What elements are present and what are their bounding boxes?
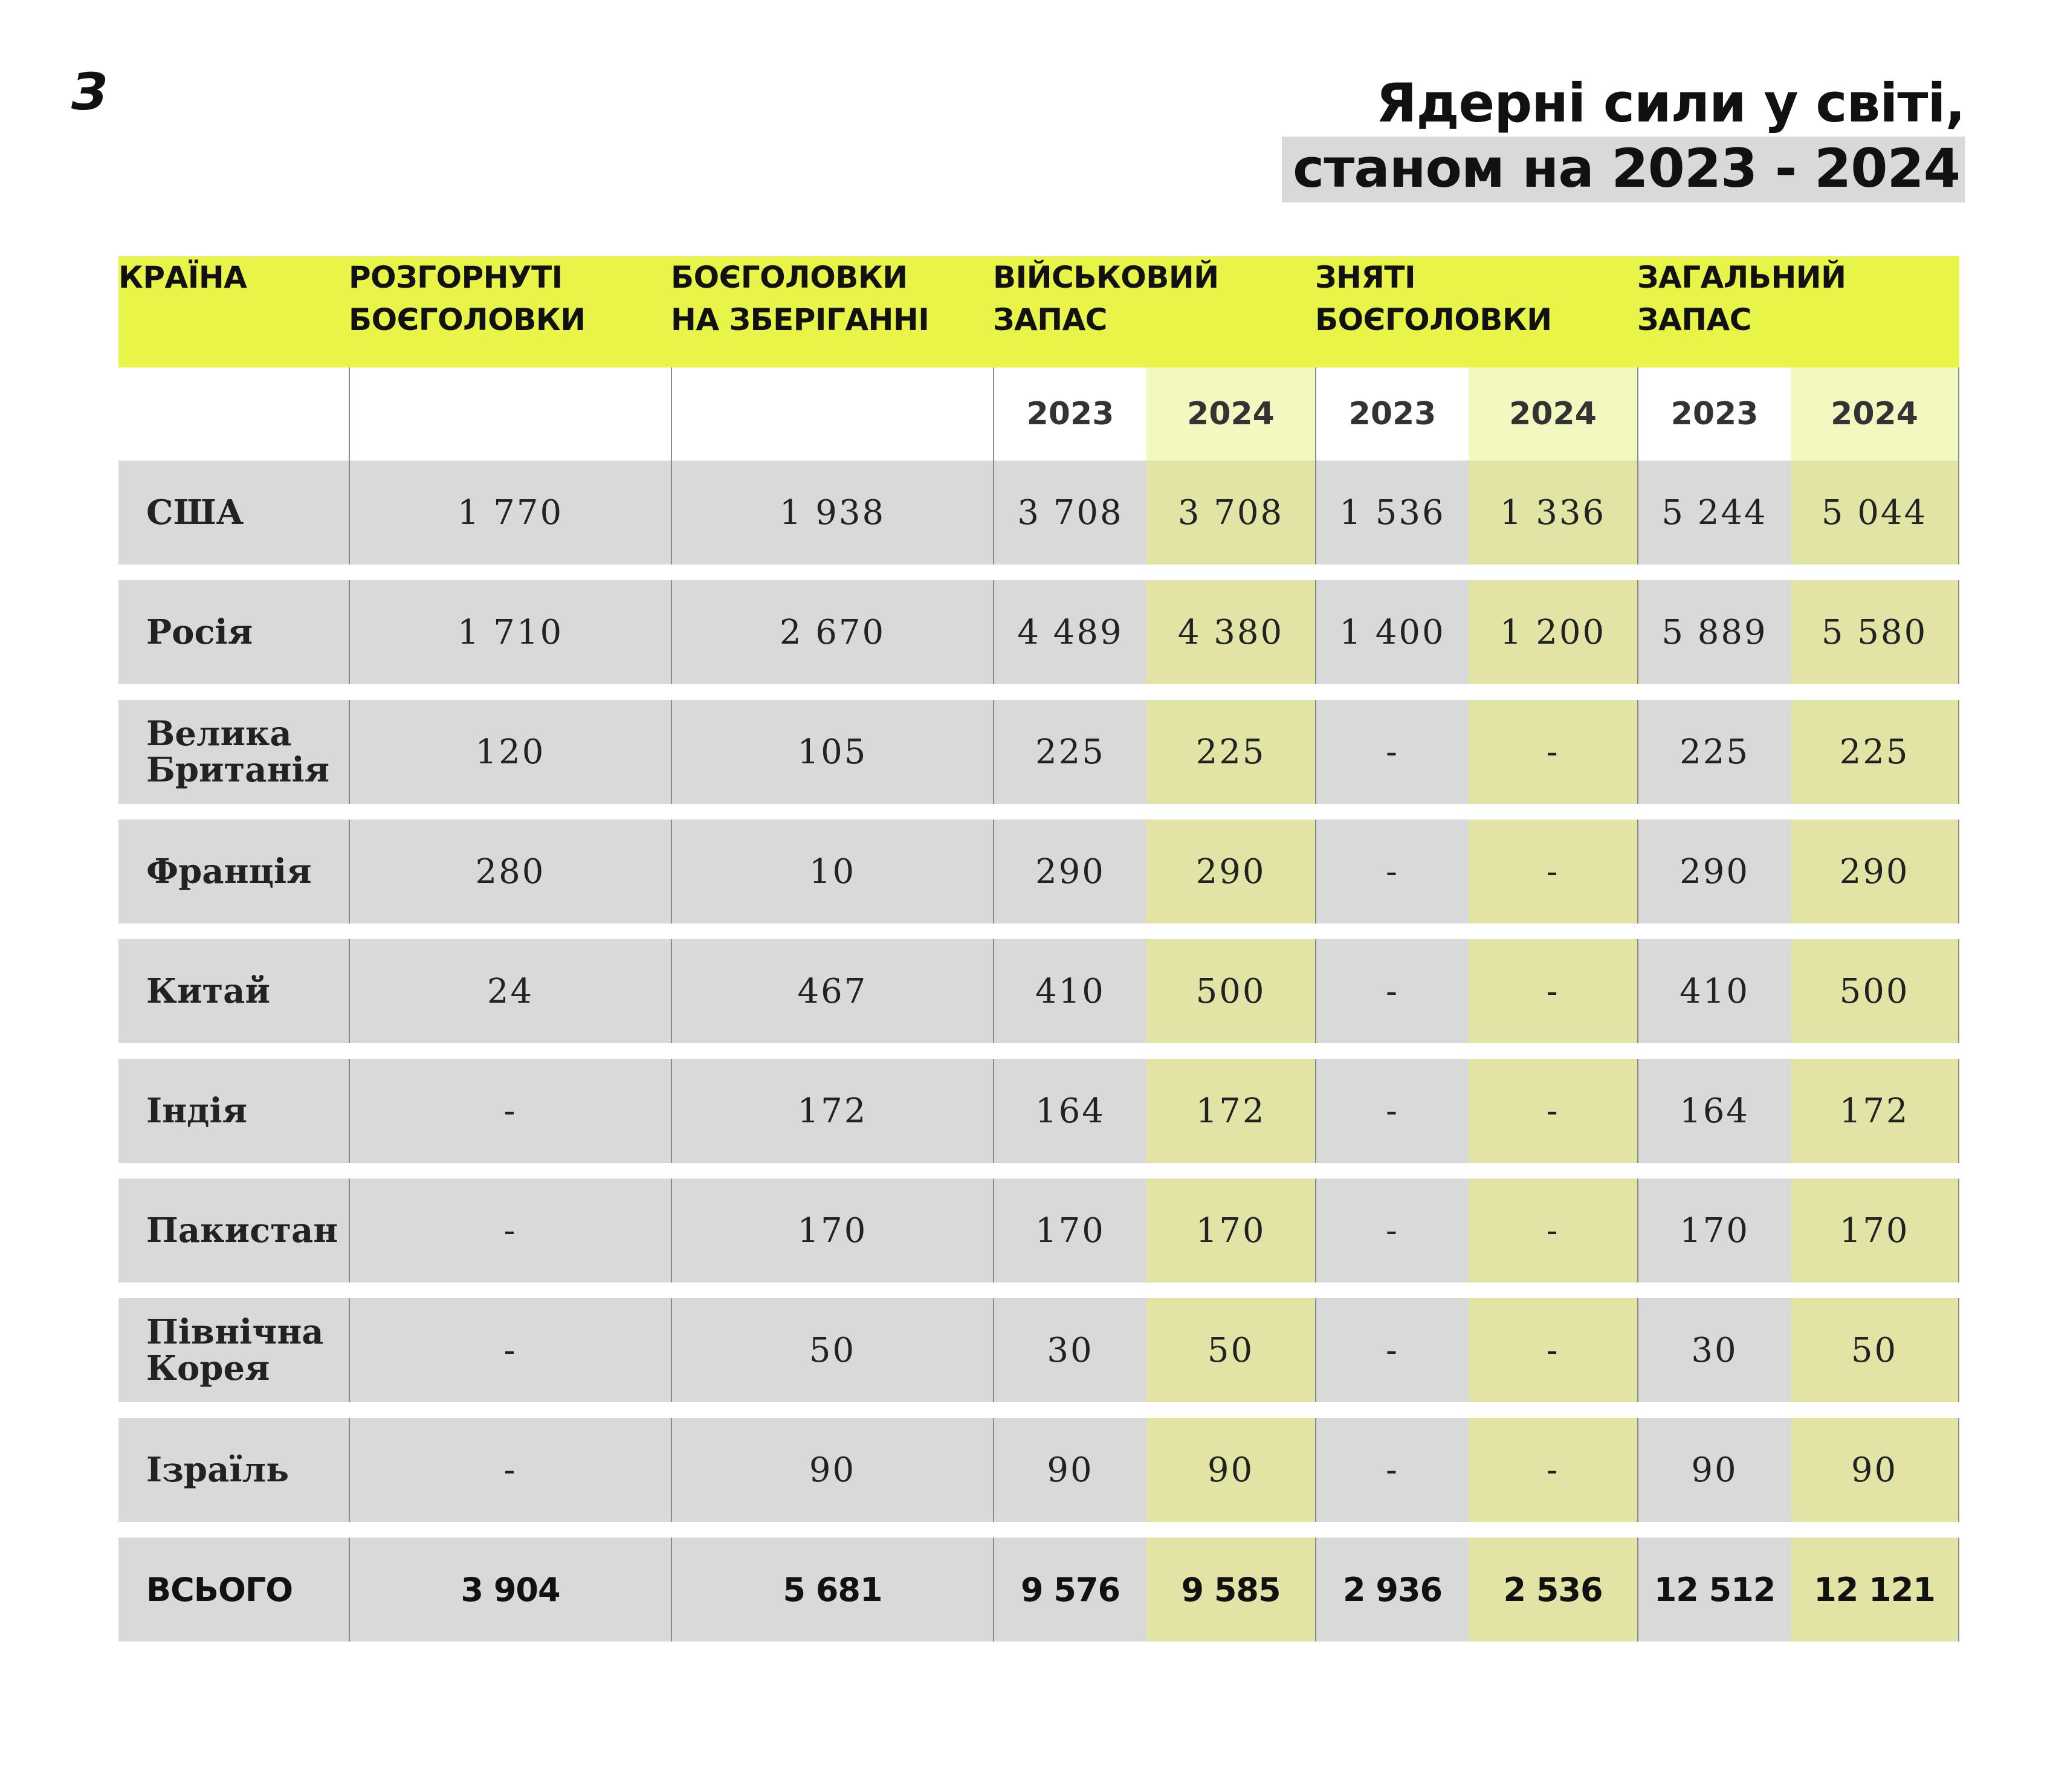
row-gap	[118, 1283, 1959, 1298]
military-2023-cell: 290	[993, 820, 1146, 923]
country-cell	[118, 1059, 349, 1163]
retired-2023-cell: -	[1315, 939, 1469, 1043]
header-military	[993, 256, 1315, 367]
logo: З	[71, 62, 108, 121]
header-stored-line-1: БОЄГОЛОВКИ	[671, 260, 908, 295]
country-name: Індія	[146, 1091, 248, 1131]
total-2024-cell: 90	[1791, 1418, 1959, 1522]
military-2024-cell: 225	[1146, 700, 1315, 804]
retired-2024-cell: 1 200	[1469, 580, 1637, 684]
row-gap-cell	[118, 804, 1959, 820]
retired-2023-cell: -	[1315, 1059, 1469, 1163]
title-line-2: станом на 2023 - 2024	[1282, 137, 1965, 203]
military-2023-cell: 225	[993, 700, 1146, 804]
row-gap	[118, 1163, 1959, 1179]
military-2024-cell: 4 380	[1146, 580, 1315, 684]
total-2023-cell: 225	[1637, 700, 1791, 804]
nuclear-forces-table	[118, 256, 1959, 1642]
country-name: Корея	[146, 1348, 270, 1388]
deployed-cell: 120	[349, 700, 671, 804]
total-2024-cell: 170	[1791, 1179, 1959, 1283]
header-total-line-2: ЗАПАС	[1637, 302, 1751, 337]
retired-2024-cell: -	[1469, 939, 1637, 1043]
row-gap-cell	[118, 1402, 1959, 1418]
total-2023-cell: 30	[1637, 1298, 1791, 1402]
row-gap	[118, 1402, 1959, 1418]
total-row	[118, 1538, 1959, 1642]
country-cell	[118, 1418, 349, 1522]
stored-cell: 170	[671, 1179, 993, 1283]
header-total-line-1: ЗАГАЛЬНИЙ	[1637, 260, 1846, 295]
total-2024-cell: 5 044	[1791, 461, 1959, 564]
country-cell	[118, 820, 349, 923]
country-name: Китай	[146, 971, 270, 1011]
total-2024-cell: 172	[1791, 1059, 1959, 1163]
deployed-cell: -	[349, 1179, 671, 1283]
header-military-line-2: ЗАПАС	[993, 302, 1107, 337]
deployed-cell: 3 904	[349, 1538, 671, 1642]
table-row	[118, 1298, 1959, 1402]
stored-cell: 10	[671, 820, 993, 923]
row-gap	[118, 1043, 1959, 1059]
retired-2023-cell: 1 536	[1315, 461, 1469, 564]
military-2023-cell: 3 708	[993, 461, 1146, 564]
year-blank-country	[118, 367, 349, 461]
row-gap-cell	[118, 564, 1959, 580]
military-2024-cell: 9 585	[1146, 1538, 1315, 1642]
table-row	[118, 1418, 1959, 1522]
total-2023-cell: 170	[1637, 1179, 1791, 1283]
deployed-cell: 280	[349, 820, 671, 923]
year-blank-deployed	[349, 367, 671, 461]
total-2024-cell: 225	[1791, 700, 1959, 804]
table-row	[118, 820, 1959, 923]
retired-2023-cell: -	[1315, 820, 1469, 923]
military-2023-cell: 90	[993, 1418, 1146, 1522]
retired-2024-cell: -	[1469, 1418, 1637, 1522]
retired-2023-cell: -	[1315, 1298, 1469, 1402]
military-2023-cell: 170	[993, 1179, 1146, 1283]
total-2023-cell: 12 512	[1637, 1538, 1791, 1642]
row-gap	[118, 804, 1959, 820]
deployed-cell: -	[349, 1059, 671, 1163]
total-2024-cell: 500	[1791, 939, 1959, 1043]
retired-2024-cell: 2 536	[1469, 1538, 1637, 1642]
military-2023-cell: 30	[993, 1298, 1146, 1402]
total-2024-cell: 5 580	[1791, 580, 1959, 684]
row-gap-cell	[118, 1283, 1959, 1298]
total-2023-cell: 5 889	[1637, 580, 1791, 684]
table-row	[118, 1179, 1959, 1283]
total-2024-cell: 50	[1791, 1298, 1959, 1402]
year-retired-2024: 2024	[1469, 367, 1637, 461]
table-row	[118, 700, 1959, 804]
retired-2024-cell: -	[1469, 1179, 1637, 1283]
stored-cell: 5 681	[671, 1538, 993, 1642]
stored-cell: 2 670	[671, 580, 993, 684]
row-gap-cell	[118, 1163, 1959, 1179]
year-total-2023: 2023	[1637, 367, 1791, 461]
header-deployed-line-1: РОЗГОРНУТІ	[349, 260, 563, 295]
table-row	[118, 461, 1959, 564]
stored-cell: 172	[671, 1059, 993, 1163]
retired-2024-cell: -	[1469, 1059, 1637, 1163]
row-gap-cell	[118, 1043, 1959, 1059]
year-retired-2023: 2023	[1315, 367, 1469, 461]
stored-cell: 105	[671, 700, 993, 804]
stored-cell: 467	[671, 939, 993, 1043]
country-name: США	[146, 493, 244, 532]
row-gap-cell	[118, 684, 1959, 700]
deployed-cell: -	[349, 1418, 671, 1522]
total-2023-cell: 5 244	[1637, 461, 1791, 564]
military-2024-cell: 500	[1146, 939, 1315, 1043]
header-military-line-1: ВІЙСЬКОВИЙ	[993, 260, 1219, 295]
military-2024-cell: 90	[1146, 1418, 1315, 1522]
country-name: Ізраїль	[146, 1450, 289, 1490]
country-name: Північна	[146, 1312, 324, 1352]
retired-2024-cell: -	[1469, 700, 1637, 804]
retired-2024-cell: -	[1469, 820, 1637, 923]
row-gap-cell	[118, 923, 1959, 939]
retired-2023-cell: 2 936	[1315, 1538, 1469, 1642]
total-2024-cell: 290	[1791, 820, 1959, 923]
header-total	[1637, 256, 1959, 367]
title-line-1: Ядерні сили у світі,	[1376, 72, 1965, 134]
retired-2024-cell: -	[1469, 1298, 1637, 1402]
year-military-2024: 2024	[1146, 367, 1315, 461]
deployed-cell: 1 770	[349, 461, 671, 564]
country-name: Росія	[146, 612, 253, 652]
military-2024-cell: 172	[1146, 1059, 1315, 1163]
row-gap	[118, 564, 1959, 580]
country-cell	[118, 700, 349, 804]
total-2023-cell: 290	[1637, 820, 1791, 923]
military-2024-cell: 170	[1146, 1179, 1315, 1283]
header-retired	[1315, 256, 1637, 367]
total-2023-cell: 164	[1637, 1059, 1791, 1163]
stored-cell: 1 938	[671, 461, 993, 564]
total-2023-cell: 410	[1637, 939, 1791, 1043]
year-total-2024: 2024	[1791, 367, 1959, 461]
page-title	[1282, 71, 1965, 202]
deployed-cell: 24	[349, 939, 671, 1043]
total-2024-cell: 12 121	[1791, 1538, 1959, 1642]
military-2023-cell: 410	[993, 939, 1146, 1043]
retired-2023-cell: -	[1315, 1179, 1469, 1283]
country-name: Британія	[146, 750, 330, 790]
table-row	[118, 580, 1959, 684]
header-country-line-1: КРАЇНА	[118, 260, 247, 295]
country-cell	[118, 939, 349, 1043]
stored-cell: 90	[671, 1418, 993, 1522]
country-cell	[118, 580, 349, 684]
country-name: Франція	[146, 852, 312, 891]
military-2024-cell: 3 708	[1146, 461, 1315, 564]
military-2024-cell: 50	[1146, 1298, 1315, 1402]
retired-2023-cell: -	[1315, 700, 1469, 804]
military-2023-cell: 4 489	[993, 580, 1146, 684]
header-deployed-line-2: БОЄГОЛОВКИ	[349, 302, 586, 337]
military-2024-cell: 290	[1146, 820, 1315, 923]
retired-2023-cell: 1 400	[1315, 580, 1469, 684]
country-name: Пакистан	[146, 1211, 338, 1250]
row-gap	[118, 923, 1959, 939]
retired-2024-cell: 1 336	[1469, 461, 1637, 564]
table-row	[118, 1059, 1959, 1163]
header-stored	[671, 256, 993, 367]
deployed-cell: -	[349, 1298, 671, 1402]
table-row	[118, 939, 1959, 1043]
country-name: Велика	[146, 714, 292, 754]
stored-cell: 50	[671, 1298, 993, 1402]
total-2023-cell: 90	[1637, 1418, 1791, 1522]
country-cell	[118, 461, 349, 564]
country-cell	[118, 1298, 349, 1402]
header-stored-line-2: НА ЗБЕРІГАННІ	[671, 302, 930, 337]
deployed-cell: 1 710	[349, 580, 671, 684]
header-retired-line-2: БОЄГОЛОВКИ	[1315, 302, 1552, 337]
military-2023-cell: 164	[993, 1059, 1146, 1163]
year-military-2023: 2023	[993, 367, 1146, 461]
country-name: ВСЬОГО	[146, 1570, 293, 1609]
year-header-row	[118, 367, 1959, 461]
header-retired-line-1: ЗНЯТІ	[1315, 260, 1416, 295]
country-cell	[118, 1538, 349, 1642]
retired-2023-cell: -	[1315, 1418, 1469, 1522]
row-gap-cell	[118, 1522, 1959, 1538]
row-gap	[118, 1522, 1959, 1538]
row-gap	[118, 684, 1959, 700]
header-country	[118, 256, 349, 367]
header-row	[118, 256, 1959, 367]
year-blank-stored	[671, 367, 993, 461]
country-cell	[118, 1179, 349, 1283]
military-2023-cell: 9 576	[993, 1538, 1146, 1642]
header-deployed	[349, 256, 671, 367]
